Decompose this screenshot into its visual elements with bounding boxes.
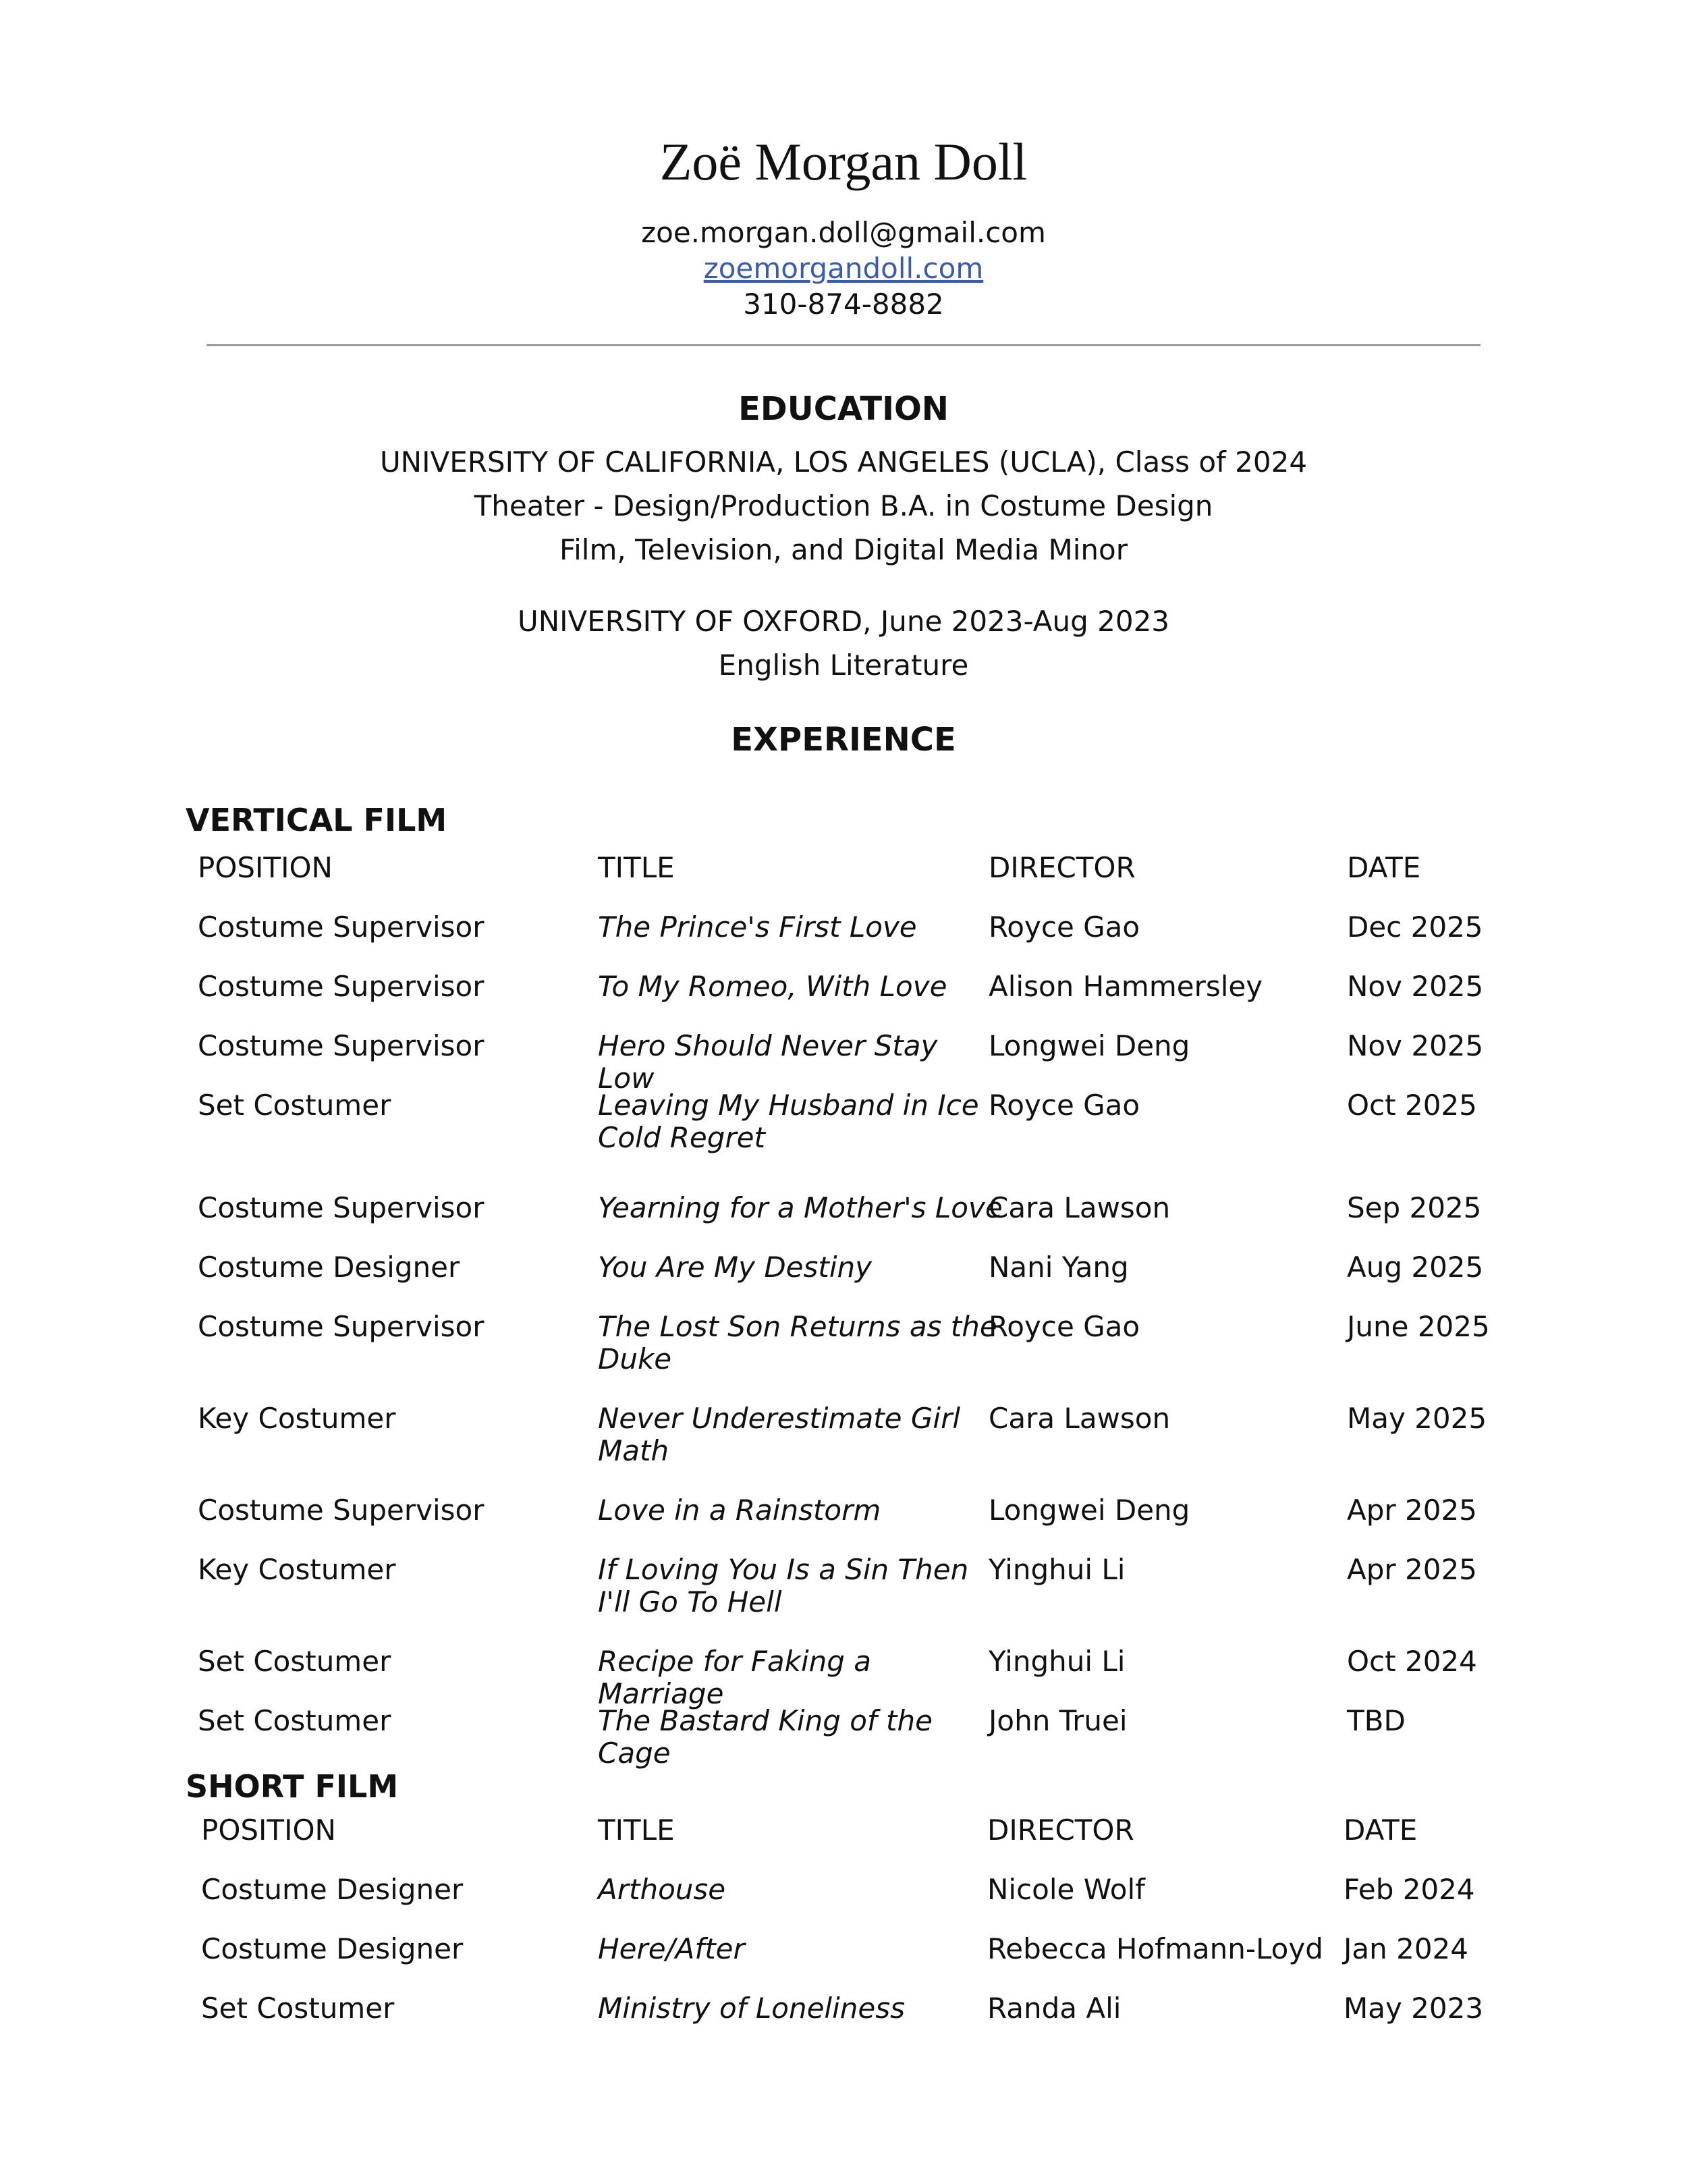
row-director: Longwei Deng (989, 1029, 1190, 1062)
row-title: If Loving You Is a Sin Then I'll Go To Hell (598, 1553, 969, 1618)
column-header-date: DATE (1344, 1813, 1418, 1847)
email-address: zoe.morgan.doll@gmail.com (641, 216, 1046, 249)
row-director: Royce Gao (989, 1089, 1140, 1122)
row-director: Yinghui Li (989, 1645, 1126, 1678)
row-date: Apr 2025 (1347, 1494, 1477, 1527)
row-title: Yearning for a Mother's Love (598, 1191, 1003, 1224)
row-position: Set Costumer (198, 1704, 391, 1737)
website-link[interactable]: zoemorgandoll.com (703, 252, 984, 285)
row-title: Love in a Rainstorm (598, 1494, 881, 1527)
education-heading: EDUCATION (738, 390, 949, 428)
row-title: To My Romeo, With Love (598, 970, 947, 1003)
row-title: The Bastard King of the Cage (598, 1704, 933, 1770)
row-title: The Prince's First Love (598, 910, 917, 944)
row-date: Apr 2025 (1347, 1553, 1477, 1586)
column-header-position: POSITION (198, 851, 333, 884)
row-title: Hero Should Never Stay Low (598, 1029, 938, 1095)
education-line: UNIVERSITY OF OXFORD, June 2023-Aug 2023 (517, 605, 1170, 638)
row-date: Jan 2024 (1344, 1932, 1468, 1965)
row-position: Key Costumer (198, 1553, 396, 1586)
row-director: Royce Gao (989, 910, 1140, 944)
row-director: Longwei Deng (989, 1494, 1190, 1527)
row-title: Leaving My Husband in Ice Cold Regret (598, 1089, 979, 1154)
row-position: Costume Designer (201, 1932, 464, 1965)
row-date: Aug 2025 (1347, 1251, 1484, 1284)
education-line: English Literature (718, 649, 969, 682)
phone-number: 310-874-8882 (743, 288, 944, 321)
row-director: Cara Lawson (989, 1402, 1171, 1435)
experience-heading: EXPERIENCE (731, 721, 956, 759)
row-date: Dec 2025 (1347, 910, 1483, 944)
row-date: TBD (1347, 1704, 1406, 1737)
row-date: Nov 2025 (1347, 970, 1484, 1003)
row-date: May 2023 (1344, 1992, 1484, 2025)
column-header-title: TITLE (598, 851, 675, 884)
row-position: Costume Supervisor (198, 1494, 485, 1527)
row-date: June 2025 (1347, 1310, 1490, 1343)
row-title: The Lost Son Returns as the Duke (598, 1310, 997, 1375)
row-position: Costume Supervisor (198, 1029, 485, 1062)
row-title: Recipe for Faking a Marriage (598, 1645, 871, 1710)
row-director: Nani Yang (989, 1251, 1129, 1284)
row-date: Sep 2025 (1347, 1191, 1482, 1224)
education-line: Theater - Design/Production B.A. in Costume Design (474, 489, 1213, 522)
column-header-date: DATE (1347, 851, 1421, 884)
short-film-heading: SHORT FILM (186, 1768, 399, 1805)
row-director: Cara Lawson (989, 1191, 1171, 1224)
row-position: Set Costumer (201, 1992, 395, 2025)
row-date: Oct 2024 (1347, 1645, 1477, 1678)
row-date: Nov 2025 (1347, 1029, 1484, 1062)
row-position: Costume Designer (198, 1251, 460, 1284)
row-position: Costume Supervisor (198, 1310, 485, 1343)
column-header-director: DIRECTOR (987, 1813, 1134, 1847)
row-date: Oct 2025 (1347, 1089, 1477, 1122)
education-line: Film, Television, and Digital Media Minor (559, 533, 1128, 566)
row-title: Never Underestimate Girl Math (598, 1402, 961, 1467)
row-director: Yinghui Li (989, 1553, 1126, 1586)
row-title: Here/After (598, 1932, 745, 1965)
row-title: Arthouse (598, 1873, 726, 1906)
column-header-director: DIRECTOR (989, 851, 1136, 884)
row-date: May 2025 (1347, 1402, 1487, 1435)
applicant-name: Zoë Morgan Doll (659, 132, 1028, 191)
row-director: Nicole Wolf (987, 1873, 1145, 1906)
row-director: Randa Ali (987, 1992, 1122, 2025)
row-title: You Are My Destiny (598, 1251, 873, 1284)
row-position: Set Costumer (198, 1089, 391, 1122)
column-header-title: TITLE (598, 1813, 675, 1847)
vertical-film-heading: VERTICAL FILM (186, 802, 447, 838)
row-director: Alison Hammersley (989, 970, 1263, 1003)
column-header-position: POSITION (201, 1813, 336, 1847)
row-position: Costume Designer (201, 1873, 464, 1906)
row-title: Ministry of Loneliness (598, 1992, 905, 2025)
education-line: UNIVERSITY OF CALIFORNIA, LOS ANGELES (UCLA), Class of 2024 (379, 445, 1308, 479)
row-director: Rebecca Hofmann-Loyd (987, 1932, 1323, 1965)
row-director: Royce Gao (989, 1310, 1140, 1343)
row-position: Costume Supervisor (198, 910, 485, 944)
row-date: Feb 2024 (1344, 1873, 1475, 1906)
row-director: John Truei (989, 1704, 1128, 1737)
header-divider (206, 344, 1481, 346)
row-position: Costume Supervisor (198, 1191, 485, 1224)
row-position: Key Costumer (198, 1402, 396, 1435)
row-position: Set Costumer (198, 1645, 391, 1678)
row-position: Costume Supervisor (198, 970, 485, 1003)
